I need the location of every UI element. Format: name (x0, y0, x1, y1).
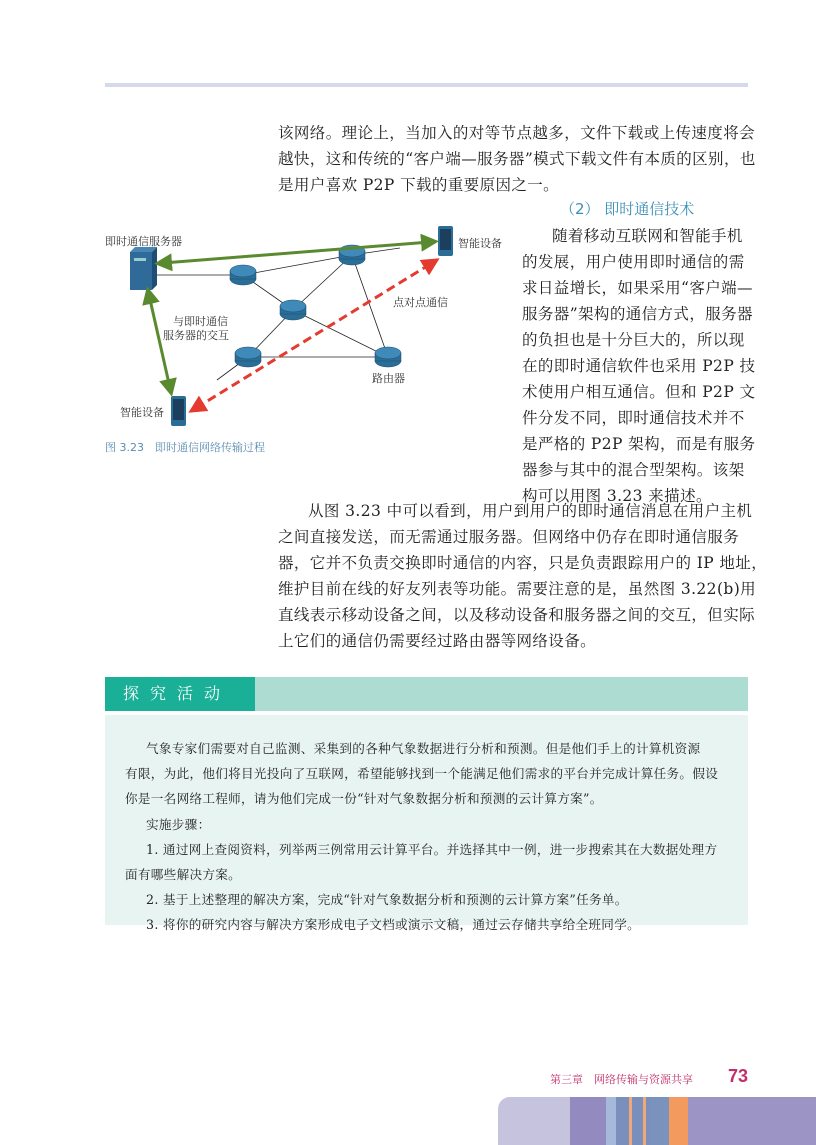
interaction-label: 服务器的交互 (163, 329, 229, 342)
activity-line: 1. 通过网上查阅资料，列举两三例常用云计算平台。并选择其中一例，进一步搜索其在大数据处理方 (146, 842, 718, 857)
text-line: 随着移动互联网和智能手机 (552, 227, 743, 245)
activity-title: 探究活动 (105, 677, 255, 711)
activity-line: 3. 将你的研究内容与解决方案形成电子文档或演示文稿，通过云存储共享给全班同学。 (146, 917, 640, 932)
intro-line: 越快，这和传统的“客户端—服务器”模式下载文件有本质的区别，也 (278, 150, 756, 168)
text-line: 之间直接发送，而无需通过服务器。但网络中仍存在即时通信服务 (278, 528, 740, 546)
activity-line: 有限，为此，他们将目光投向了互联网，希望能够找到一个能满足他们需求的平台并完成计算任务。假设 (125, 766, 719, 781)
router-icon (375, 347, 401, 367)
intro-line: 是用户喜欢 P2P 下载的重要原因之一。 (278, 176, 560, 194)
activity-line: 2. 基于上述整理的解决方案，完成“针对气象数据分析和预测的云计算方案”任务单。 (146, 892, 628, 907)
text-line: 的发展，用户使用即时通信的需 (522, 253, 745, 271)
activity-line: 面有哪些解决方案。 (125, 867, 242, 882)
text-line: 的负担也是十分巨大的，所以现 (522, 331, 745, 349)
section-title: （2） 即时通信技术 (560, 200, 695, 218)
server-label: 即时通信服务器 (105, 235, 182, 248)
text-line: 在的即时通信软件也采用 P2P 技 (522, 357, 756, 375)
text-line: 是严格的 P2P 架构，而是有服务 (522, 435, 756, 453)
interaction-label: 与即时通信 (173, 315, 228, 328)
router-label: 路由器 (372, 372, 405, 385)
router-icon (280, 300, 306, 320)
text-line: 器，它并不负责交换即时通信的内容，只是负责跟踪用户的 IP 地址， (278, 554, 768, 572)
activity-box (105, 715, 748, 932)
figure-caption: 图 3.23 即时通信网络传输过程 (105, 441, 265, 454)
activity-line: 气象专家们需要对自己监测、采集到的各种气象数据进行分析和预测。但是他们手上的计算机资源 (146, 741, 701, 756)
text-line: 术使用户相互通信。但和 P2P 文 (522, 383, 756, 401)
router-icon (235, 347, 261, 367)
page-number: 73 (728, 1066, 749, 1086)
text-line: 件分发不同，即时通信技术并不 (522, 409, 745, 427)
device-label: 智能设备 (458, 237, 502, 250)
text-line: 服务器”架构的通信方式，服务器 (522, 305, 753, 323)
activity-header (105, 677, 748, 711)
text-line: 直线表示移动设备之间，以及移动设备和服务器之间的交互，但实际 (278, 606, 756, 624)
text-line: 从图 3.23 中可以看到，用户到用户的即时通信消息在用户主机 (308, 502, 753, 520)
server-icon (130, 247, 157, 290)
chapter-footer: 第三章 网络传输与资源共享 (550, 1073, 693, 1086)
text-line: 构可以用图 3.23 来描述。 (522, 487, 712, 505)
text-line: 求日益增长，如果采用“客户端— (522, 279, 753, 297)
server-link-arrow (163, 242, 430, 263)
activity-line: 实施步骤： (146, 817, 211, 832)
device-label: 智能设备 (120, 406, 164, 419)
phone-icon (171, 396, 186, 426)
p2p-label: 点对点通信 (393, 296, 448, 309)
p2p-arrow (196, 263, 432, 408)
intro-line: 该网络。理论上，当加入的对等节点越多，文件下载或上传速度将会 (278, 124, 756, 142)
activity-line: 你是一名网络工程师，请为他们完成一份“针对气象数据分析和预测的云计算方案”。 (125, 791, 603, 806)
router-icon (230, 265, 256, 285)
text-line: 器参与其中的混合型架构。该架 (522, 461, 745, 479)
text-line: 上它们的通信仍需要经过路由器等网络设备。 (278, 632, 597, 650)
text-line: 维护目前在线的好友列表等功能。需要注意的是，虽然图 3.22(b)用 (278, 580, 757, 598)
phone-icon (438, 226, 453, 256)
